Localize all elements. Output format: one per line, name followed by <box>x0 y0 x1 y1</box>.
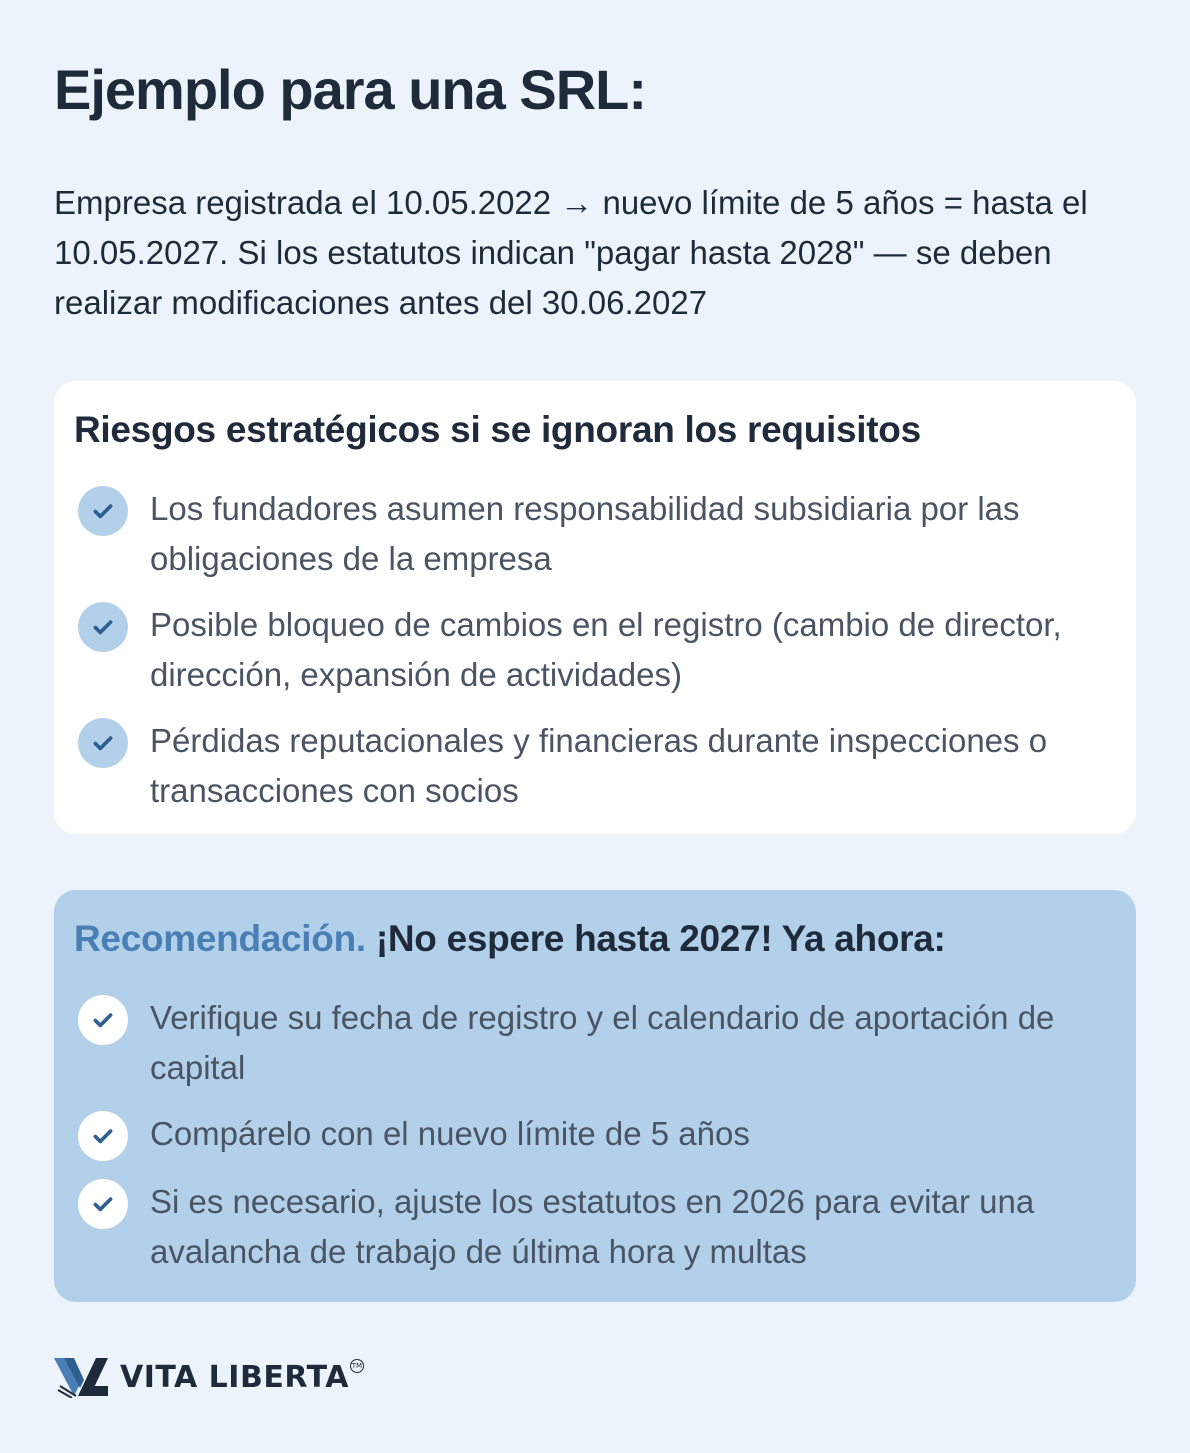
brand-logo <box>54 1356 364 1398</box>
list-item-text: Compárelo con el nuevo límite de 5 años <box>150 1115 750 1152</box>
check-icon <box>78 1111 128 1161</box>
list-item-text: Los fundadores asumen responsabilidad subsidiaria por las obligaciones de la empresa <box>150 490 1020 577</box>
list-item <box>78 600 1088 700</box>
risks-list <box>78 484 1088 832</box>
check-icon <box>78 1179 128 1229</box>
check-icon <box>78 718 128 768</box>
check-icon <box>78 602 128 652</box>
list-item <box>78 1109 1088 1161</box>
recommendation-label: Recomendación. <box>74 918 366 959</box>
list-item-text: Pérdidas reputacionales y financieras durante inspecciones o transacciones con socios <box>150 722 1048 809</box>
list-item-text: Verifique su fecha de registro y el calendario de aportación de capital <box>150 999 1055 1086</box>
list-item <box>78 993 1088 1093</box>
page-title: Ejemplo para una SRL: <box>54 58 646 121</box>
list-item-text: Posible bloqueo de cambios en el registro (cambio de director, dirección, expansión de actividades) <box>150 606 1062 693</box>
recommendation-title <box>74 916 1116 962</box>
list-item <box>78 716 1088 816</box>
list-item-text: Si es necesario, ajuste los estatutos en 2026 para evitar una avalancha de trabajo de última hora y multas <box>150 1183 1035 1270</box>
trademark-mark: TM <box>350 1359 364 1373</box>
list-item <box>78 484 1088 584</box>
intro-paragraph: Empresa registrada el 10.05.2022 → nuevo límite de 5 años = hasta el 10.05.2027. Si los estatutos indican "pagar hasta 2028" — se deben realizar modificaciones antes del 30.06.2027 <box>54 184 1088 321</box>
recommendation-list <box>78 993 1088 1293</box>
recommendation-heading: ¡No espere hasta 2027! Ya ahora: <box>365 918 946 959</box>
brand-name: VITA LIBERTA <box>120 1359 349 1395</box>
check-icon <box>78 995 128 1045</box>
risks-title: Riesgos estratégicos si se ignoran los requisitos <box>74 409 921 450</box>
check-icon <box>78 486 128 536</box>
list-item <box>78 1177 1088 1277</box>
vita-liberta-logo-icon <box>54 1356 110 1398</box>
